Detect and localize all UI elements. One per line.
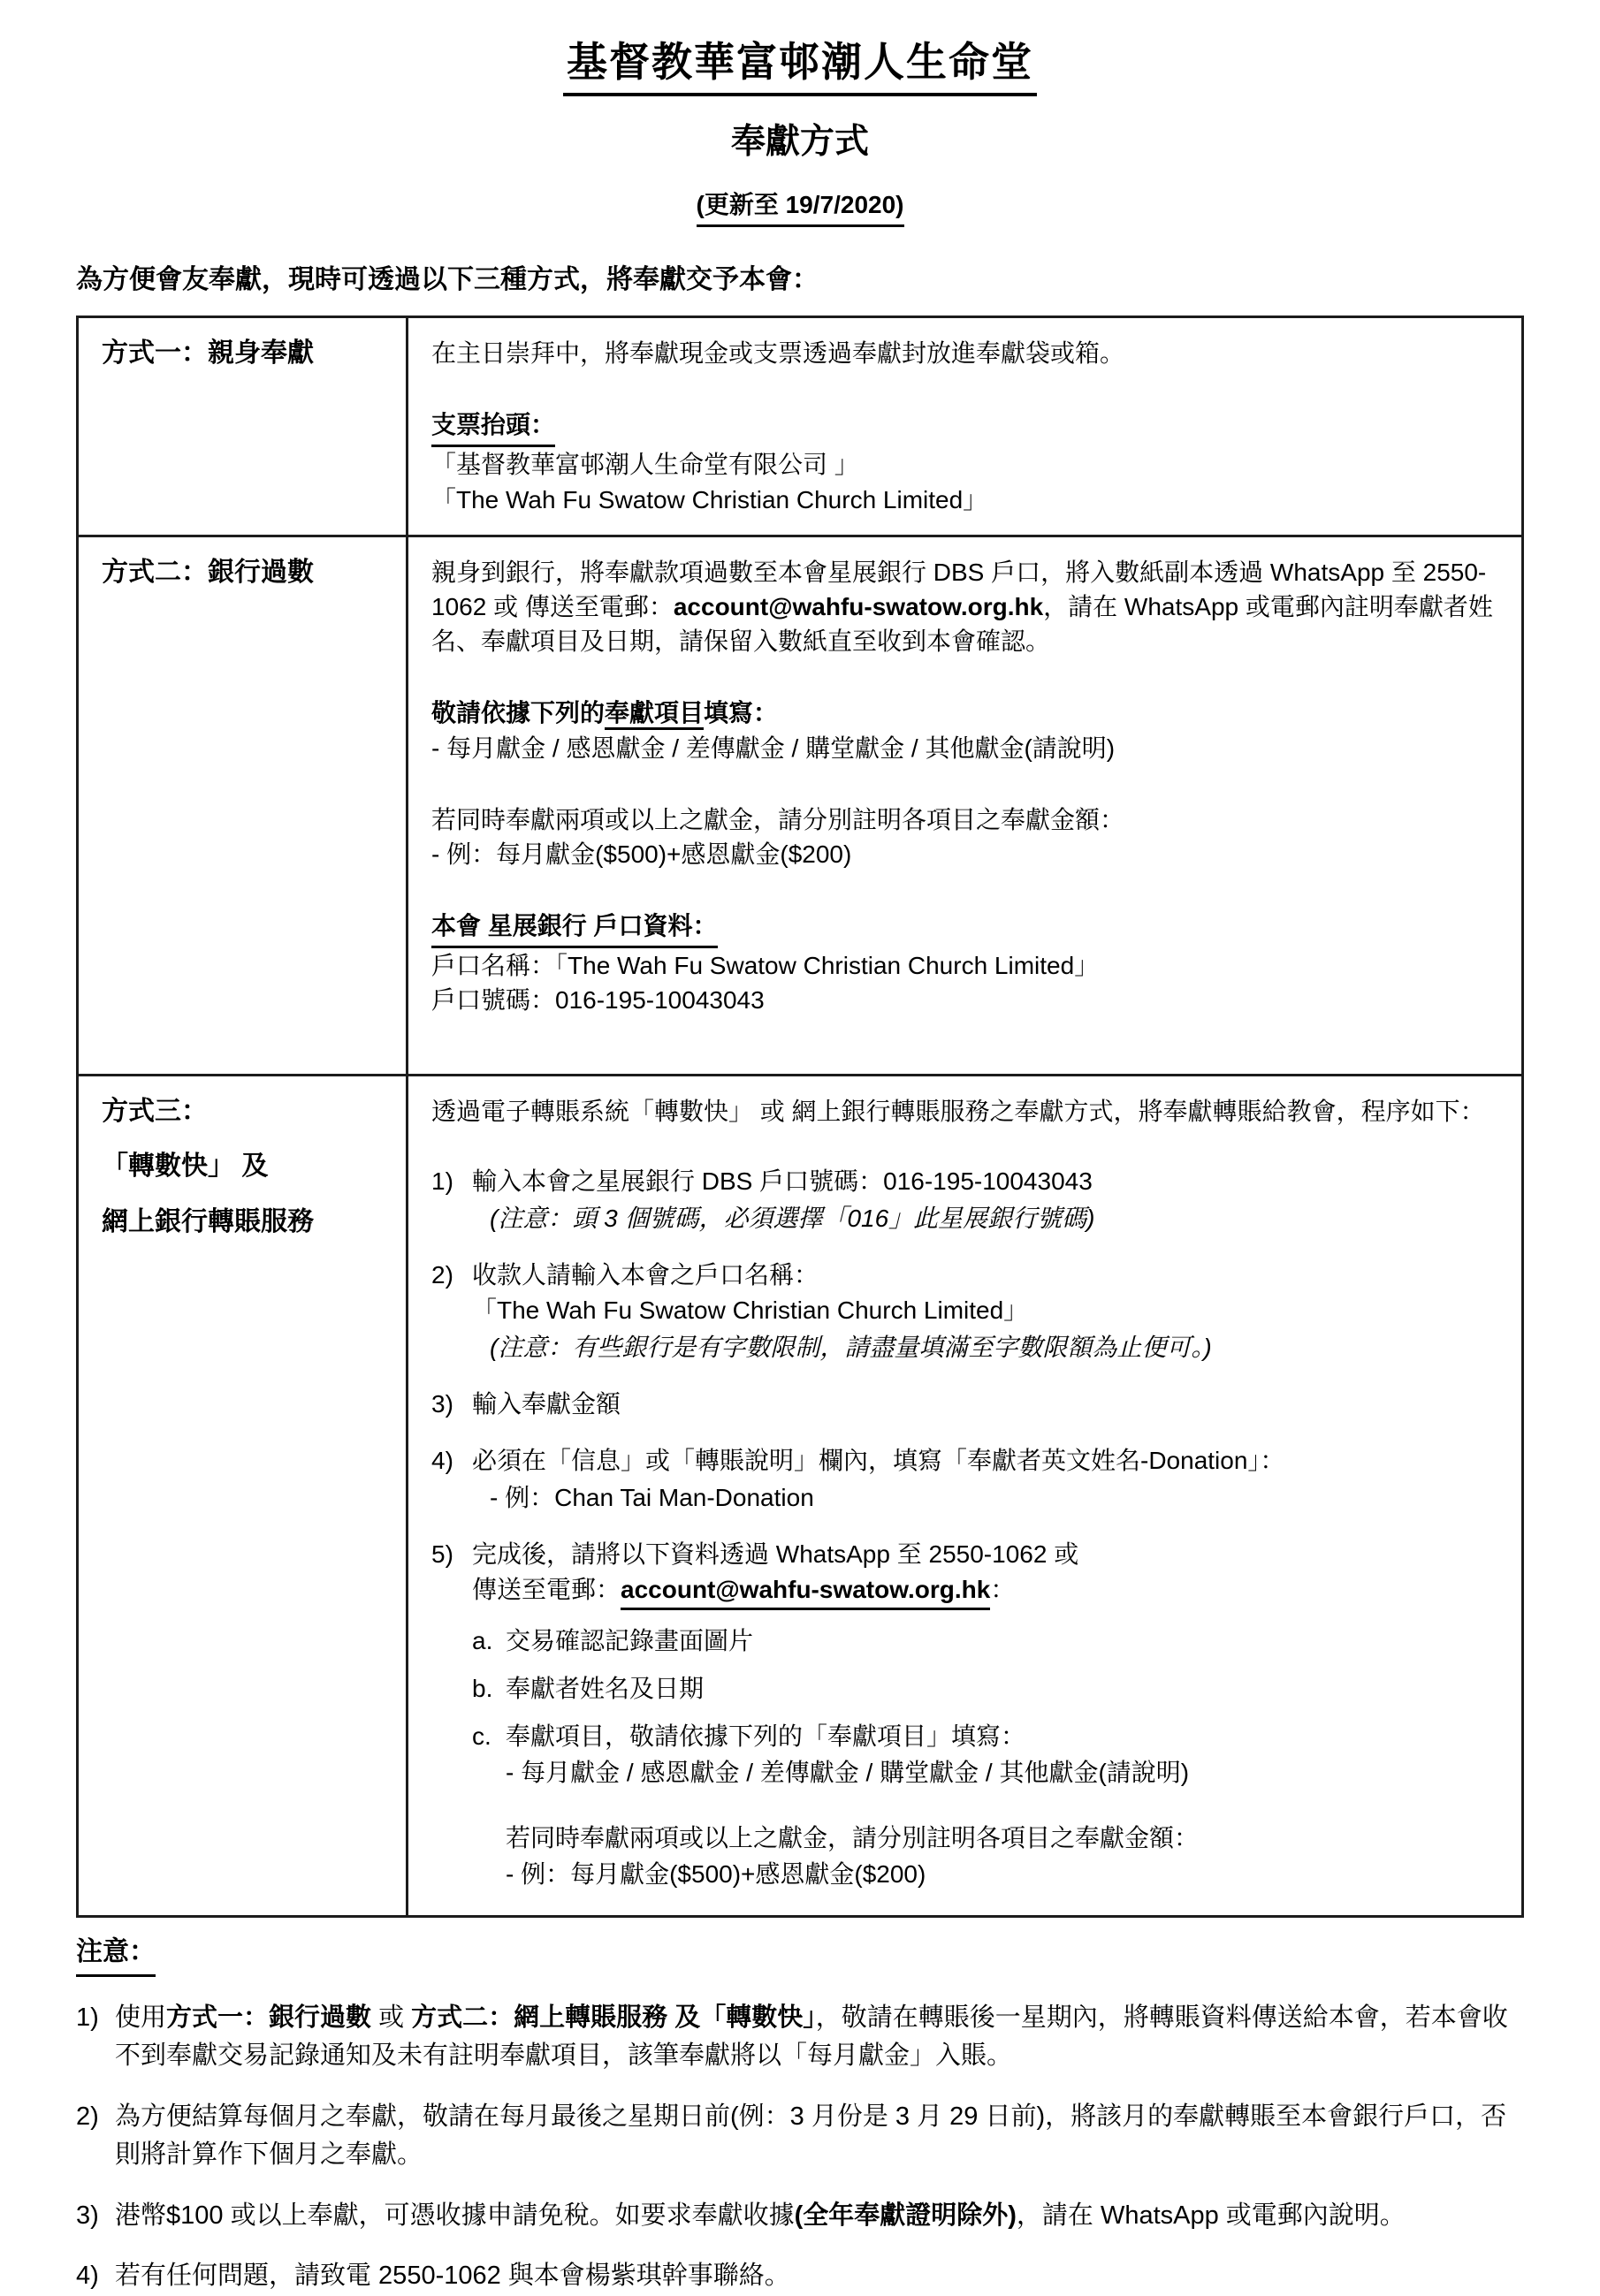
step-5-number: 5): [431, 1540, 453, 1569]
step-4-number: 4): [431, 1447, 453, 1475]
attachment-item-a: [472, 1623, 1498, 1658]
method-3-label-line2: 「轉數快」 及: [102, 1152, 269, 1182]
method-3-description: 透過電子轉賬系統「轉數快」 或 網上銀行轉賬服務之奉獻方式，將奉獻轉賬給教會，程序如下：: [431, 1097, 1485, 1125]
intro-line: 為方便會友奉獻，現時可透過以下三種方式，將奉獻交予本會：: [76, 265, 819, 294]
note-4-number: 4): [76, 2262, 99, 2291]
step-2: [431, 1258, 1498, 1365]
note-1: [76, 1999, 1524, 2076]
page-subtitle: [697, 114, 904, 227]
note-2-text: 為方便結算每個月之奉獻，敬請在每月最後之星期日前(例：3 月份是 3 月 29 日前)，將該月的奉獻轉賬至本會銀行戶口，否則將計算作下個月之奉獻。: [115, 2102, 1507, 2170]
item-b-text: 奉獻者姓名及日期: [506, 1675, 705, 1702]
step-3-number: 3): [431, 1389, 453, 1418]
step-2-text: 收款人請輸入本會之戶口名稱：: [472, 1261, 819, 1289]
item-c-text: 奉獻項目，敬請依據下列的「奉獻項目」填寫：: [506, 1722, 1026, 1751]
method-2-label: 方式二：銀行過數: [102, 557, 314, 587]
step-3-text: 輸入奉獻金額: [472, 1389, 621, 1418]
item-a-text: 交易確認記錄畫面圖片: [506, 1626, 754, 1654]
step-2-number: 2): [431, 1261, 453, 1289]
method-3-label-cell: [78, 1075, 408, 1916]
bank-account-number-line: 戶口號碼：016-195-10043043: [431, 986, 765, 1015]
item-c-options: - 每月獻金 / 感恩獻金 / 差傳獻金 / 購堂獻金 / 其他獻金(請說明): [506, 1759, 1190, 1787]
step-2-note: (注意：有些銀行是有字數限制，請盡量填滿至字數限額為止便可。): [490, 1333, 1212, 1361]
step-4-example: - 例：Chan Tai Man-Donation: [490, 1484, 814, 1512]
note-3-bold-exception: (全年奉獻證明除外): [794, 2201, 1017, 2230]
step-1-number: 1): [431, 1167, 453, 1195]
subtitle-row: [76, 114, 1524, 227]
step-4: [431, 1443, 1498, 1515]
method-3-label-line1: 方式三：: [102, 1096, 208, 1126]
header: [76, 30, 1524, 96]
method-1-label: 方式一：親身奉獻: [102, 338, 314, 368]
step-5-line1: 完成後，請將以下資料透過 WhatsApp 至 2550-1062 或: [472, 1540, 1079, 1569]
note-1-bold-method2: 方式二：網上轉賬服務 及「轉數快」: [411, 2003, 816, 2032]
bank-account-heading: 本會 星展銀行 戶口資料：: [431, 909, 1498, 948]
cheque-payee-en: 「The Wah Fu Swatow Christian Church Limited」: [431, 485, 988, 513]
method-2-desc-part2: ，請在 WhatsApp 或電郵內註明奉獻者姓名、奉獻項目及日期，請保留入數紙直至收到本會確認。: [431, 592, 1493, 656]
note-3: [76, 2197, 1524, 2236]
note-1-text: 使用方式一：銀行過數 或 方式二：網上轉賬服務 及「轉數快」，敬請在轉賬後一星期內，將轉賬資料傳送給本會，若本會收不到奉獻交易記錄通知及未有註明奉獻項目，該筆奉獻將以「每月獻金」入賬。: [115, 2003, 1508, 2071]
item-c-example: - 例：每月獻金($500)+感恩獻金($200): [506, 1859, 926, 1888]
step-2-account-name: 「The Wah Fu Swatow Christian Church Limited」: [472, 1296, 1029, 1324]
note-2-number: 2): [76, 2102, 99, 2131]
method-2-label-cell: [78, 536, 408, 1075]
donation-items-underlined: 奉獻項目: [605, 699, 704, 730]
step-4-text: 必須在「信息」或「轉賬說明」欄內，填寫「奉獻者英文姓名-Donation」：: [472, 1447, 1285, 1475]
step-1-text: 輸入本會之星展銀行 DBS 戶口號碼：016-195-10043043: [472, 1167, 1093, 1195]
method-1-content-cell: [408, 317, 1523, 536]
note-2: [76, 2098, 1524, 2175]
note-1-bold-method1: 方式一：銀行過數: [166, 2003, 372, 2032]
cheque-payee-heading: 支票抬頭：: [431, 407, 1498, 447]
method-2-content-cell: [408, 536, 1523, 1075]
table-row-method-1: [78, 317, 1523, 536]
item-c-marker: c.: [472, 1722, 491, 1751]
method-3-content-cell: [408, 1075, 1523, 1916]
note-3-text: 港幣$100 或以上奉獻，可憑收據申請免稅。如要求奉獻收據(全年奉獻證明除外)，請在 WhatsApp 或電郵內說明。: [115, 2201, 1406, 2230]
step-1-note: (注意：頭 3 個號碼，必須選擇「016」此星展銀行號碼): [490, 1205, 1095, 1233]
notes-heading: 注意：: [76, 1932, 1524, 1977]
donation-methods-table: [76, 316, 1524, 1918]
cheque-payee-zh: 「基督教華富邨潮人生命堂有限公司 」: [431, 451, 859, 479]
method-2-desc-part1: 親身到銀行，將奉獻款項過數至本會星展銀行 DBS 戶口，將入數紙副本透過 WhatsApp 至 2550-1062 或 傳送至電郵：: [431, 558, 1487, 620]
item-c-multi-note: 若同時奉獻兩項或以上之獻金，請分別註明各項目之奉獻金額：: [506, 1823, 1200, 1851]
email-address: account@wahfu-swatow.org.hk: [673, 592, 1044, 620]
step-5-line2: 傳送至電郵：account@wahfu-swatow.org.hk：: [472, 1572, 1498, 1610]
notes-section: [76, 1932, 1524, 2296]
subtitle-updated-date: (更新至 19/7/2020): [696, 191, 904, 218]
bank-account-name-line: 戶口名稱：「The Wah Fu Swatow Christian Church Limited」: [431, 952, 1100, 980]
page-title: 基督教華富邨潮人生命堂: [563, 30, 1037, 96]
step-5: [431, 1537, 1498, 1891]
note-4-text: 若有任何問題，請致電 2550-1062 與本會楊紫琪幹事聯絡。: [115, 2262, 790, 2291]
table-row-method-2: [78, 536, 1523, 1075]
donation-item-options: - 每月獻金 / 感恩獻金 / 差傳獻金 / 購堂獻金 / 其他獻金(請說明): [431, 734, 1116, 762]
item-a-marker: a.: [472, 1626, 493, 1654]
method-1-description: 在主日崇拜中，將奉獻現金或支票透過奉獻封放進奉獻袋或箱。: [431, 339, 1125, 367]
step-3: [431, 1387, 1498, 1421]
note-4: [76, 2257, 1524, 2296]
step-1: [431, 1164, 1498, 1235]
bank-account-number: 016-195-10043043: [555, 986, 765, 1015]
method-3-label-line3: 網上銀行轉賬服務: [102, 1206, 314, 1236]
multiple-items-note: 若同時奉獻兩項或以上之獻金，請分別註明各項目之奉獻金額：: [431, 805, 1125, 833]
table-row-method-3: [78, 1075, 1523, 1916]
bank-account-name: 「The Wah Fu Swatow Christian Church Limited」: [555, 952, 1100, 980]
multiple-items-example: - 例：每月獻金($500)+感恩獻金($200): [431, 840, 852, 868]
note-3-number: 3): [76, 2201, 99, 2230]
attachment-item-b: [472, 1671, 1498, 1706]
email-link: account@wahfu-swatow.org.hk: [621, 1572, 990, 1610]
method-1-label-cell: [78, 317, 408, 536]
method-2-description: [431, 555, 1498, 659]
attachment-item-c: [472, 1719, 1498, 1891]
item-b-marker: b.: [472, 1675, 493, 1702]
subtitle-text: 奉獻方式: [730, 123, 869, 161]
fill-instruction-heading: 敬請依據下列的奉獻項目填寫：: [431, 696, 1498, 730]
note-1-number: 1): [76, 2003, 99, 2032]
